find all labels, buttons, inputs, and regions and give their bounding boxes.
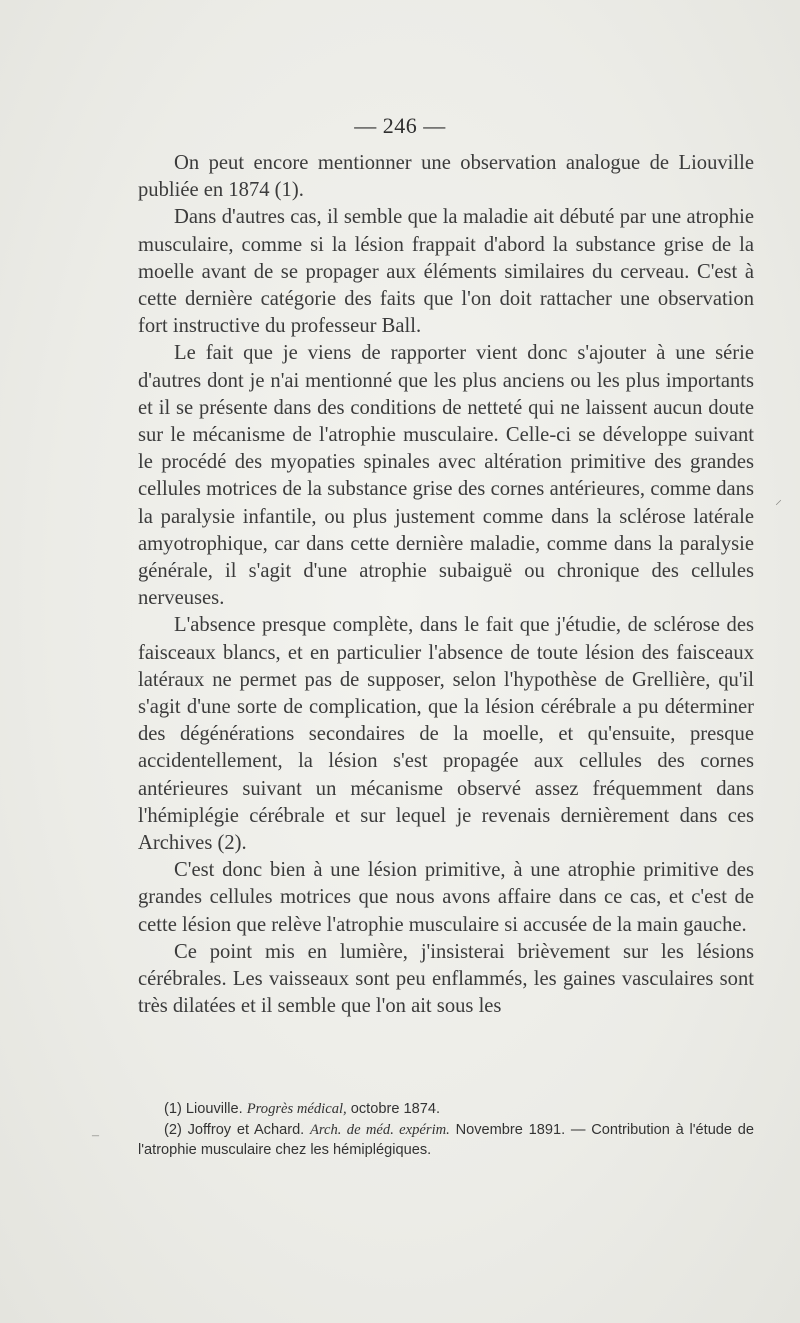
footnote-2 [138, 1120, 754, 1161]
margin-dash: – [92, 1128, 99, 1143]
footnote-1-journal: Progrès médical, [246, 1101, 347, 1117]
footnote-2-journal: Arch. de méd. expérim. [309, 1121, 450, 1138]
paragraph-3: Le fait que je viens de rapporter vient donc s'ajouter à une série d'autres dont je n'ai mentionné que les plus anciens ou les plus importants et il se présente dans des conditions de netteté qui ne laissent aucun doute sur le mécanisme de l'atrophie musculaire. Celle-ci se développe suivant le procédé des myopaties spinales avec altération primitive des grandes cellules motrices de la substance grise des cornes antérieures, comme dans la paralysie infantile, ou plus justement comme dans la sclérose latérale amyotrophique, car dans cette dernière maladie, comme dans la paralysie générale, il s'agit d'une atrophie subaiguë ou chronique des cellules nerveuses. [138, 342, 754, 610]
paragraph-6: Ce point mis en lumière, j'insisterai brièvement sur les lésions cérébrales. Les vaisseaux sont peu enflammés, les gaines vasculaires sont très dilatées et il semble que l'on ait sous les [138, 940, 754, 1018]
footnote-1-tail: octobre 1874. [346, 1101, 441, 1117]
footnote-2-tail: Novembre 1891. — Contribution à l'étude de l'atrophie musculaire chez les hémiplégiques. [138, 1121, 755, 1158]
paragraph-1: On peut encore mentionner une observation analogue de Liouville publiée en 1874 (1). [138, 152, 754, 202]
paragraph-2: Dans d'autres cas, il semble que la maladie ait débuté par une atrophie musculaire, comme si la lésion frappait d'abord la substance grise de la moelle avant de se propager aux éléments similaires du cerveau. C'est à cette dernière catégorie des faits que l'on doit rattacher une observation fort instructive du professeur Ball. [138, 206, 754, 338]
footnote-2-lead: (2) Joffroy et Achard. [164, 1121, 310, 1138]
paragraph-4: L'absence presque complète, dans le fait que j'étudie, de sclérose des faisceaux blancs, et en particulier l'absence de toute lésion des faisceaux latéraux ne permet pas de supposer, selon l'hypothèse de Grellière, qu'il s'agit d'une sorte de complication, que la lésion cérébrale a pu déterminer des dégénérations secondaires de la moelle, et qu'ensuite, presque accidentellement, la lésion s'est propagée aux cellules des cornes antérieures suivant un mécanisme observé assez fréquemment dans l'hémiplégie cérébrale et sur lequel je revenais dernièrement dans ces Archives (2). [138, 614, 754, 855]
footnote-1 [138, 1099, 754, 1120]
margin-speck: ⸝ [775, 493, 782, 508]
body-text [138, 150, 754, 1021]
page-number: — 246 — [354, 113, 446, 138]
footnote-1-lead: (1) Liouville. [164, 1101, 247, 1117]
paragraph-5: C'est donc bien à une lésion primitive, à une atrophie primitive des grandes cellules motrices que nous avons affaire dans ce cas, et c'est de cette lésion que relève l'atrophie musculaire si accusée de la main gauche. [138, 859, 754, 936]
footnotes [138, 1099, 754, 1161]
